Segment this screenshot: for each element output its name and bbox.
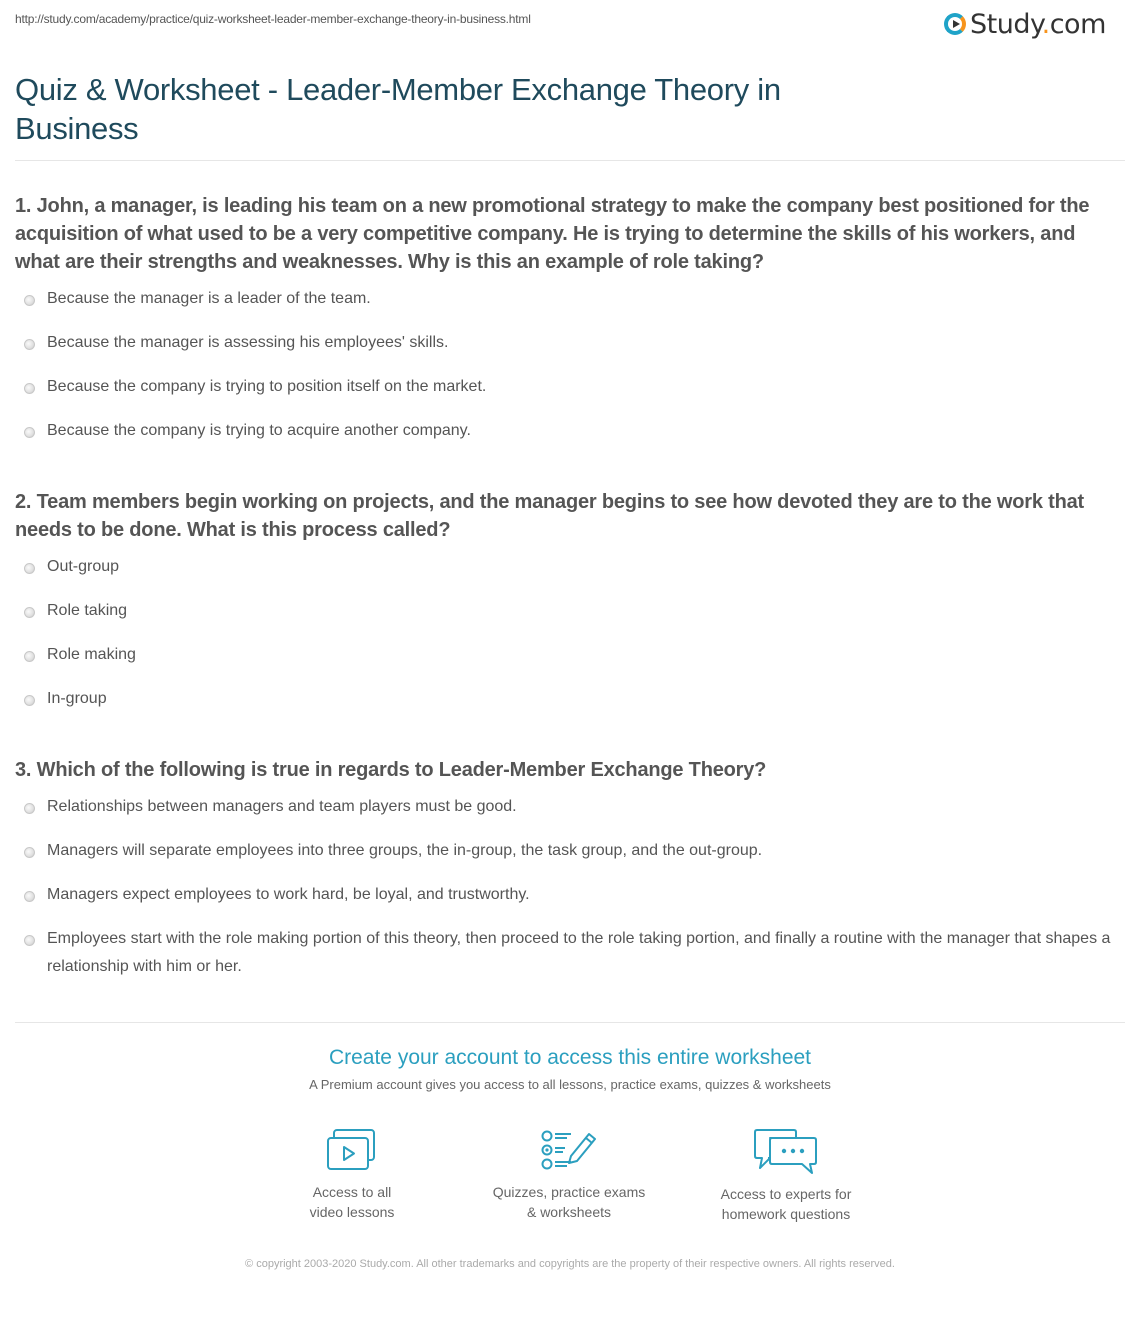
answer-label: Because the company is trying to position itself on the market. (47, 378, 487, 395)
answer-options (15, 290, 1125, 466)
answer-label: Because the manager is assessing his employees' skills. (47, 334, 449, 351)
answer-label: Managers expect employees to work hard, be loyal, and trustworthy. (47, 886, 530, 903)
video-lessons-icon (326, 1128, 378, 1172)
quiz-checklist-icon (541, 1128, 597, 1172)
feature-quizzes (459, 1128, 679, 1222)
answer-label: Role making (47, 646, 136, 663)
question-text: 3. Which of the following is true in regards to Leader-Member Exchange Theory? (15, 759, 767, 781)
answer-option[interactable] (15, 930, 1125, 981)
answer-option[interactable] (15, 558, 1125, 602)
copyright-footer: © copyright 2003-2020 Study.com. All other trademarks and copyrights are the property of their respective owners. All rights reserved. (245, 1258, 895, 1270)
question-2 (15, 488, 1125, 734)
answer-label: Relationships between managers and team players must be good. (47, 798, 517, 815)
title-divider (15, 160, 1125, 161)
answer-label: Employees start with the role making portion of this theory, then proceed to the role taking portion, and finally a routine with the manager that shapes a relationship with him or her. (47, 930, 1111, 975)
question-1 (15, 192, 1125, 466)
answer-label: Role taking (47, 602, 128, 619)
question-text: 2. Team members begin working on projects, and the manager begins to see how devoted they are to the work that needs to be done. What is this process called? (15, 491, 1084, 541)
radio-button[interactable] (24, 891, 35, 902)
answer-option[interactable] (15, 798, 1125, 842)
answer-option[interactable] (15, 646, 1125, 690)
radio-button[interactable] (24, 803, 35, 814)
answer-options (15, 558, 1125, 734)
answer-label: Out-group (47, 558, 120, 575)
chat-bubbles-icon (754, 1128, 818, 1174)
answer-label: Because the manager is a leader of the team. (47, 290, 371, 307)
answer-option[interactable] (15, 886, 1125, 930)
radio-button[interactable] (24, 607, 35, 618)
radio-button[interactable] (24, 383, 35, 394)
page-url: http://study.com/academy/practice/quiz-worksheet-leader-member-exchange-theory-in-business.html (15, 12, 531, 26)
radio-button[interactable] (24, 427, 35, 438)
logo-wordmark (970, 9, 1106, 40)
radio-button[interactable] (24, 695, 35, 706)
radio-button[interactable] (24, 339, 35, 350)
radio-button[interactable] (24, 563, 35, 574)
answer-label: In-group (47, 690, 107, 707)
cta-subtitle: A Premium account gives you access to all lessons, practice exams, quizzes & worksheets (309, 1077, 831, 1092)
play-circle-logo-icon (944, 13, 966, 35)
logo-tld: com (1049, 8, 1106, 40)
radio-button[interactable] (24, 651, 35, 662)
page-title: Quiz & Worksheet - Leader-Member Exchange Theory in Business (15, 72, 781, 146)
top-bar (0, 0, 1140, 44)
logo-name: Study (970, 8, 1042, 40)
answer-label: Because the company is trying to acquire another company. (47, 422, 471, 439)
answer-option[interactable] (15, 290, 1125, 334)
radio-button[interactable] (24, 295, 35, 306)
question-text: 1. John, a manager, is leading his team on a new promotional strategy to make the company best positioned for the acquisition of what used to be a very competitive company. He is trying to determine the skills of his workers, and what are their strengths and weaknesses. Why is this an example of role taking? (15, 195, 1090, 273)
answer-options (15, 798, 1125, 981)
feature-experts (676, 1128, 896, 1224)
radio-button[interactable] (24, 847, 35, 858)
feature-video-lessons (242, 1128, 462, 1222)
answer-option[interactable] (15, 378, 1125, 422)
answer-option[interactable] (15, 422, 1125, 466)
feature-label: Access to experts for homework questions (720, 1186, 852, 1222)
question-3 (15, 756, 1125, 981)
radio-button[interactable] (24, 935, 35, 946)
cta-divider (15, 1022, 1125, 1023)
answer-option[interactable] (15, 602, 1125, 646)
answer-option[interactable] (15, 842, 1125, 886)
feature-label: Access to all video lessons (309, 1184, 395, 1220)
study-com-logo[interactable] (944, 8, 1106, 40)
answer-option[interactable] (15, 690, 1125, 734)
feature-label: Quizzes, practice exams & worksheets (492, 1184, 646, 1220)
logo-dot: . (1041, 8, 1050, 40)
create-account-link[interactable]: Create your account to access this entire worksheet (328, 1046, 812, 1069)
answer-option[interactable] (15, 334, 1125, 378)
answer-label: Managers will separate employees into three groups, the in-group, the task group, and the out-group. (47, 842, 763, 859)
